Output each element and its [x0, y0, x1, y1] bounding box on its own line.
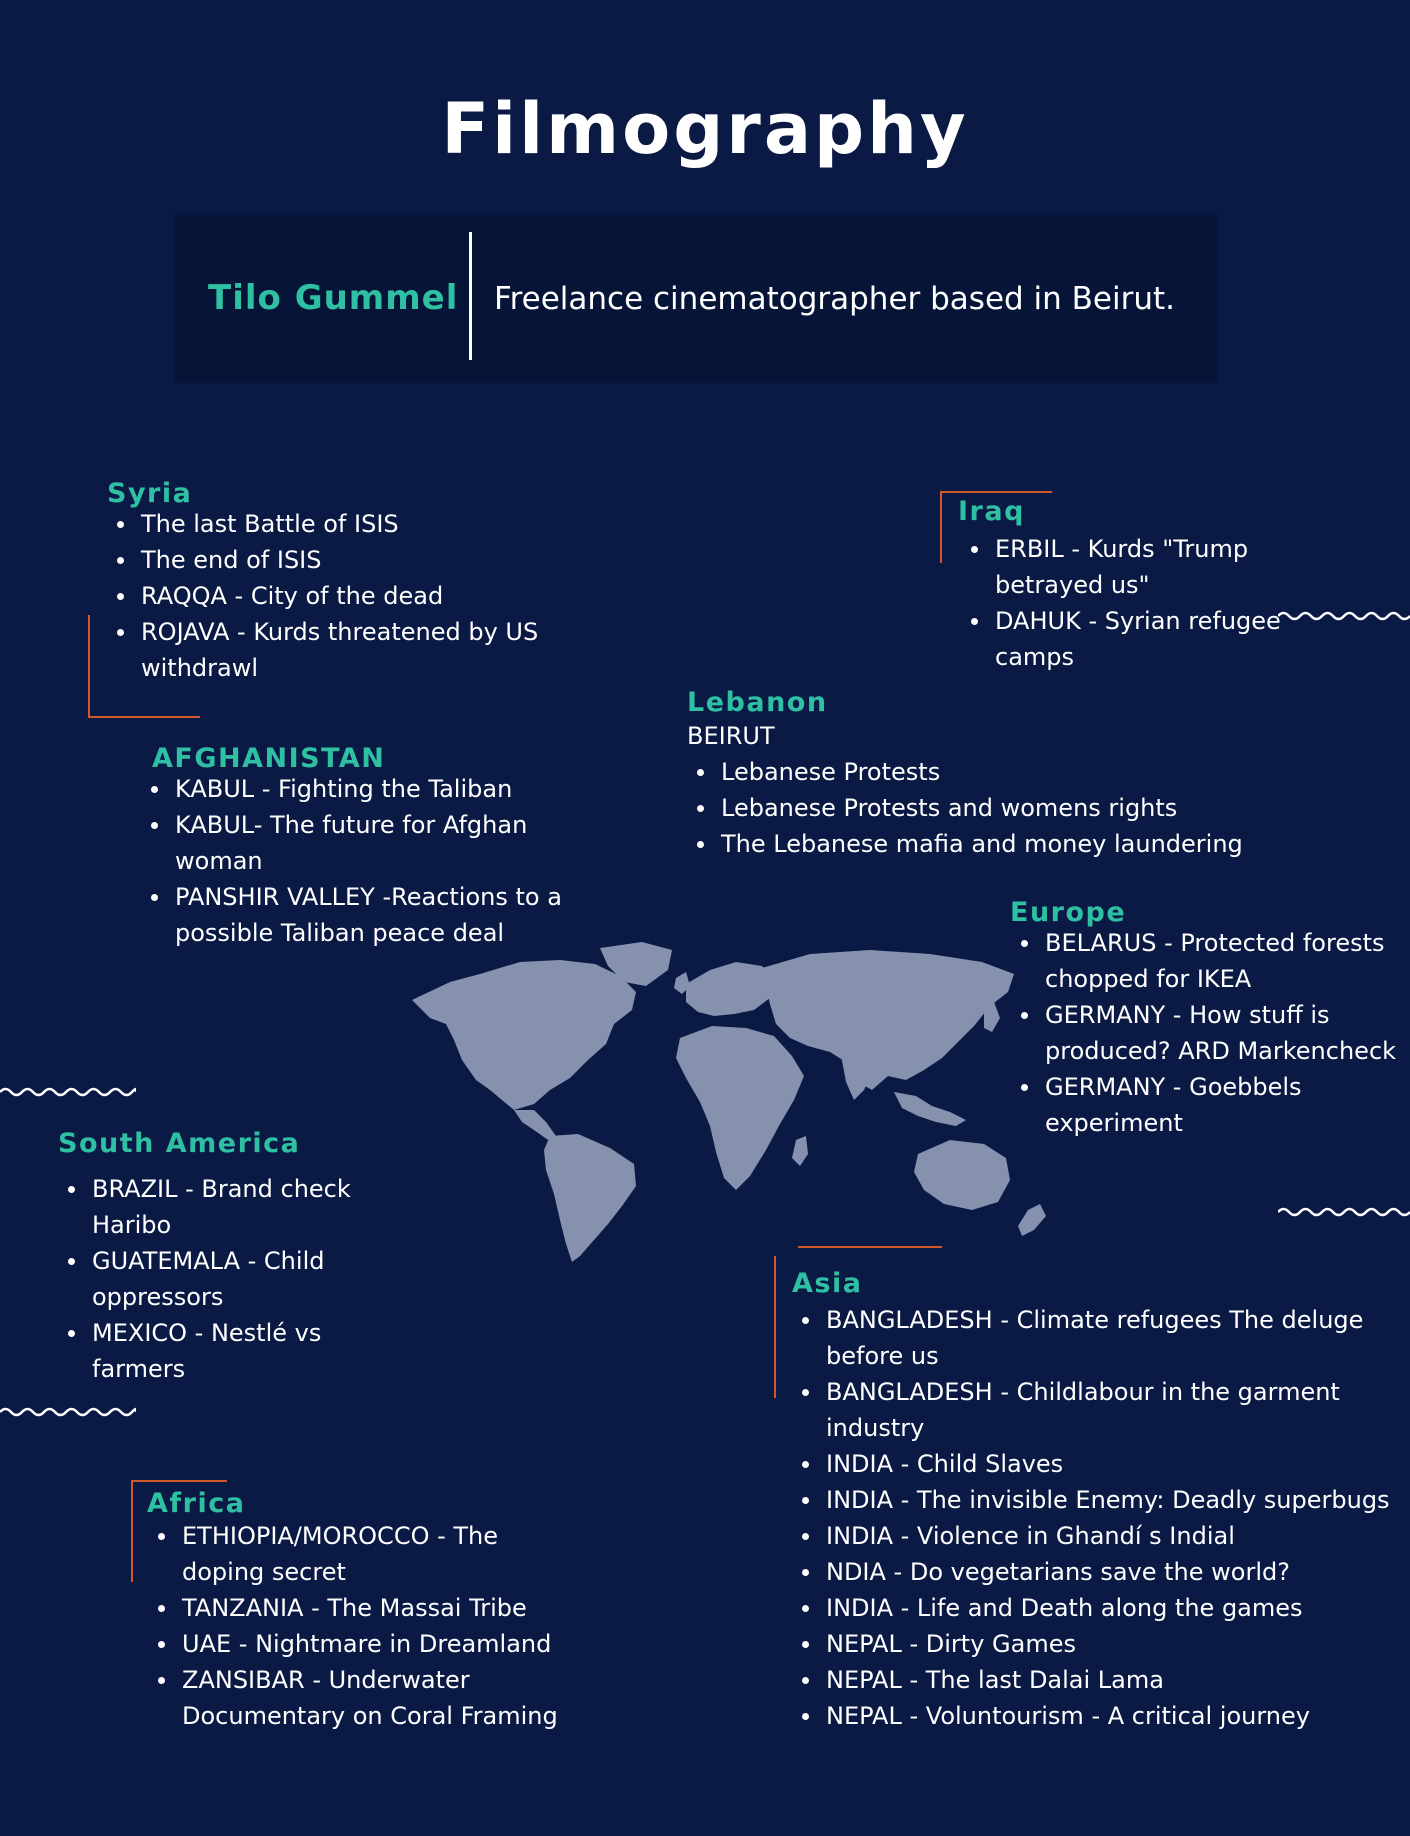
- section-subheading-beirut: BEIRUT: [687, 722, 775, 750]
- wave-line-icon: [1278, 608, 1410, 624]
- section-heading-africa: Africa: [147, 1488, 246, 1519]
- asia-accent-line: [774, 1256, 776, 1398]
- africa-accent-line: [131, 1480, 133, 1582]
- list-item: INDIA - Child Slaves: [826, 1446, 1410, 1482]
- list-item: BELARUS - Protected forests chopped for IKEA: [1045, 925, 1410, 997]
- world-map-icon: [410, 940, 1050, 1265]
- list-item: The end of ISIS: [141, 542, 581, 578]
- section-list-syria: [107, 506, 581, 686]
- list-item: NEPAL - Voluntourism - A critical journey: [826, 1698, 1410, 1734]
- wave-line-icon: [0, 1084, 136, 1100]
- section-heading-syria: Syria: [107, 478, 193, 509]
- section-list-afghanistan: [141, 771, 605, 951]
- syria-accent-line: [88, 716, 200, 718]
- list-item: ROJAVA - Kurds threatened by US withdrawl: [141, 614, 581, 686]
- list-item: ETHIOPIA/MOROCCO - The doping secret: [182, 1518, 582, 1590]
- section-list-iraq: [961, 531, 1295, 675]
- section-list-africa: [148, 1518, 582, 1734]
- iraq-accent-line: [940, 491, 942, 563]
- wave-line-icon: [0, 1404, 136, 1420]
- list-item: INDIA - Life and Death along the games: [826, 1590, 1410, 1626]
- list-item: TANZANIA - The Massai Tribe: [182, 1590, 582, 1626]
- list-item: MEXICO - Nestlé vs farmers: [92, 1315, 392, 1387]
- list-item: KABUL - Fighting the Taliban: [175, 771, 605, 807]
- profile-name: Tilo Gummel: [208, 278, 459, 318]
- list-item: KABUL- The future for Afghan woman: [175, 807, 605, 879]
- list-item: GERMANY - How stuff is produced? ARD Markencheck: [1045, 997, 1410, 1069]
- list-item: ERBIL - Kurds "Trump betrayed us": [995, 531, 1295, 603]
- list-item: INDIA - The invisible Enemy: Deadly superbugs: [826, 1482, 1410, 1518]
- list-item: GUATEMALA - Child oppressors: [92, 1243, 392, 1315]
- list-item: ZANSIBAR - Underwater Documentary on Coral Framing: [182, 1662, 582, 1734]
- list-item: NDIA - Do vegetarians save the world?: [826, 1554, 1410, 1590]
- list-item: NEPAL - The last Dalai Lama: [826, 1662, 1410, 1698]
- iraq-accent-line: [940, 491, 1052, 493]
- syria-accent-line: [88, 615, 90, 717]
- profile-divider: [469, 232, 472, 360]
- section-heading-iraq: Iraq: [958, 496, 1025, 527]
- list-item: Lebanese Protests and womens rights: [721, 790, 1281, 826]
- list-item: BRAZIL - Brand check Haribo: [92, 1171, 392, 1243]
- list-item: The last Battle of ISIS: [141, 506, 581, 542]
- list-item: BANGLADESH - Climate refugees The deluge before us: [826, 1302, 1410, 1374]
- section-list-asia: [792, 1302, 1410, 1734]
- section-heading-lebanon: Lebanon: [687, 687, 828, 718]
- list-item: INDIA - Violence in Ghandí s Indial: [826, 1518, 1410, 1554]
- list-item: NEPAL - Dirty Games: [826, 1626, 1410, 1662]
- section-list-europe: [1011, 925, 1410, 1141]
- list-item: Lebanese Protests: [721, 754, 1281, 790]
- profile-description: Freelance cinematographer based in Beirut.: [494, 281, 1176, 317]
- list-item: PANSHIR VALLEY -Reactions to a possible Taliban peace deal: [175, 879, 605, 951]
- list-item: RAQQA - City of the dead: [141, 578, 581, 614]
- section-list-south-america: [58, 1171, 392, 1387]
- africa-accent-line: [131, 1480, 227, 1482]
- section-list-lebanon: [687, 754, 1281, 862]
- wave-line-icon: [1278, 1204, 1410, 1220]
- section-heading-asia: Asia: [792, 1268, 863, 1299]
- list-item: DAHUK - Syrian refugee camps: [995, 603, 1295, 675]
- section-heading-south-america: South America: [58, 1128, 301, 1159]
- section-heading-afghanistan: AFGHANISTAN: [152, 743, 386, 774]
- section-heading-europe: Europe: [1010, 897, 1127, 928]
- list-item: BANGLADESH - Childlabour in the garment industry: [826, 1374, 1410, 1446]
- list-item: UAE - Nightmare in Dreamland: [182, 1626, 582, 1662]
- list-item: The Lebanese mafia and money laundering: [721, 826, 1281, 862]
- list-item: GERMANY - Goebbels experiment: [1045, 1069, 1410, 1141]
- page-title: Filmography: [441, 88, 969, 170]
